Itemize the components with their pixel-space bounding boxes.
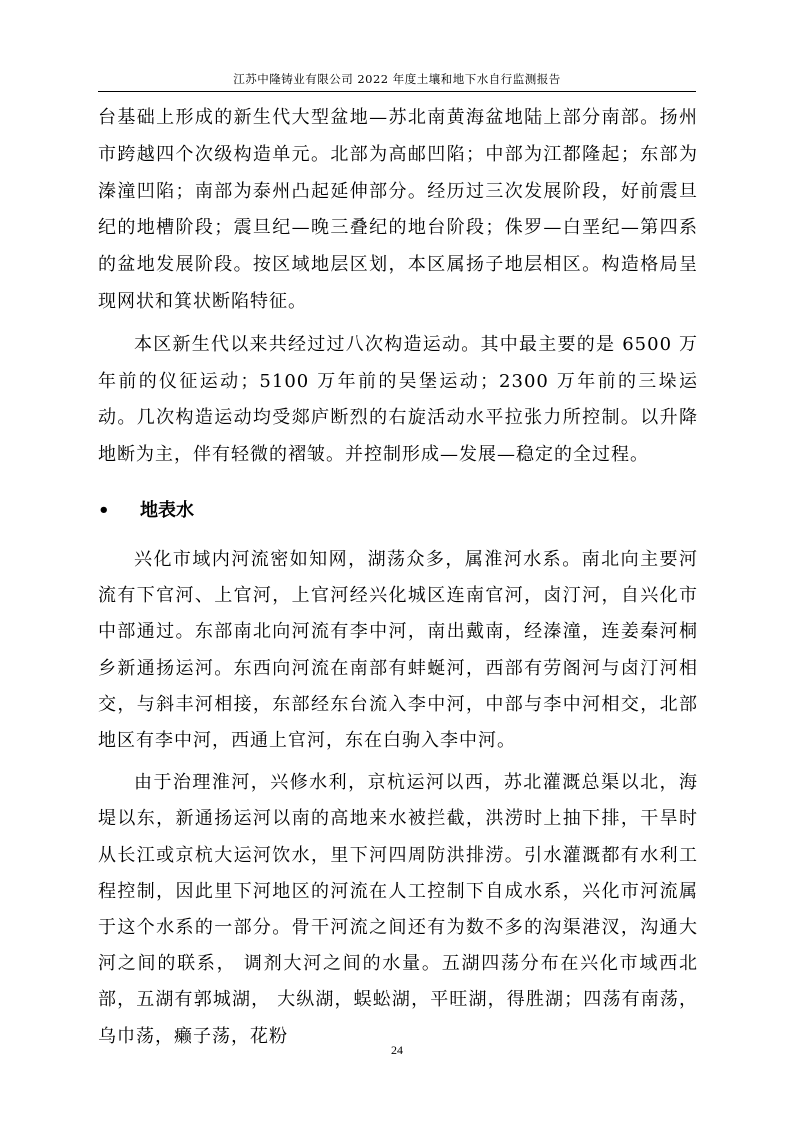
page-number: 24 xyxy=(391,1043,403,1057)
running-header: 江苏中隆铸业有限公司 2022 年度土壤和地下水自行监测报告 xyxy=(233,72,561,86)
bullet-icon: • xyxy=(98,500,110,521)
surface-water-section xyxy=(98,542,698,1055)
heading-text: 地表水 xyxy=(140,500,194,521)
surface-water-paragraph-2: 由于治理淮河，兴修水利，京杭运河以西，苏北灌溉总渠以北，海堤以东，新通扬运河以南的高地来水被拦截，洪涝时上抽下排，干旱时从长江或京杭大运河饮水，里下河四周防洪排涝。引水灌溉都有水利工程控制，因此里下河地区的河流在人工控制下自成水系，兴化市河流属于这个水系的一部分。骨干河流之间还有为数不多的沟渠港汊，沟通大河之间的联系， 调剂大河之间的水量。五湖四荡分布在兴化市域西北部，五湖有郭城湖， 大纵湖，蜈蚣湖，平旺湖，得胜湖；四荡有南荡，乌巾荡，癞子荡，花粉 xyxy=(98,772,698,1047)
geology-section xyxy=(98,100,698,474)
geology-paragraph-2: 本区新生代以来共经过过八次构造运动。其中最主要的是 6500 万年前的仪征运动；5100 万年前的吴堡运动；2300 万年前的三垛运动。几次构造运动均受郯庐断烈的右旋活动水平拉张力所控制。以升降地断为主，伴有轻微的褶皱。并控制形成—发展—稳定的全过程。 xyxy=(98,333,698,466)
surface-water-paragraph-1: 兴化市域内河流密如知网，湖荡众多，属淮河水系。南北向主要河流有下官河、上官河，上官河经兴化城区连南官河，卤汀河，自兴化市中部通过。东部南北向河流有李中河，南出戴南，经溱潼，连姜秦河桐乡新通扬运河。东西向河流在南部有蚌蜒河，西部有劳阁河与卤汀河相交，与斜丰河相接，东部经东台流入李中河，中部与李中河相交，北部地区有李中河，西通上官河，东在白驹入李中河。 xyxy=(98,549,698,752)
surface-water-heading xyxy=(98,493,194,529)
header-rule xyxy=(98,91,696,92)
geology-paragraph-1: 台基础上形成的新生代大型盆地—苏北南黄海盆地陆上部分南部。扬州市跨越四个次级构造单元。北部为高邮凹陷；中部为江都隆起；东部为溱潼凹陷；南部为泰州凸起延伸部分。经历过三次发展阶段，好前震旦纪的地槽阶段；震旦纪—晚三叠纪的地台阶段；侏罗—白垩纪—第四系的盆地发展阶段。按区域地层区划，本区属扬子地层相区。构造格局呈现网状和箕状断陷特征。 xyxy=(98,107,698,312)
